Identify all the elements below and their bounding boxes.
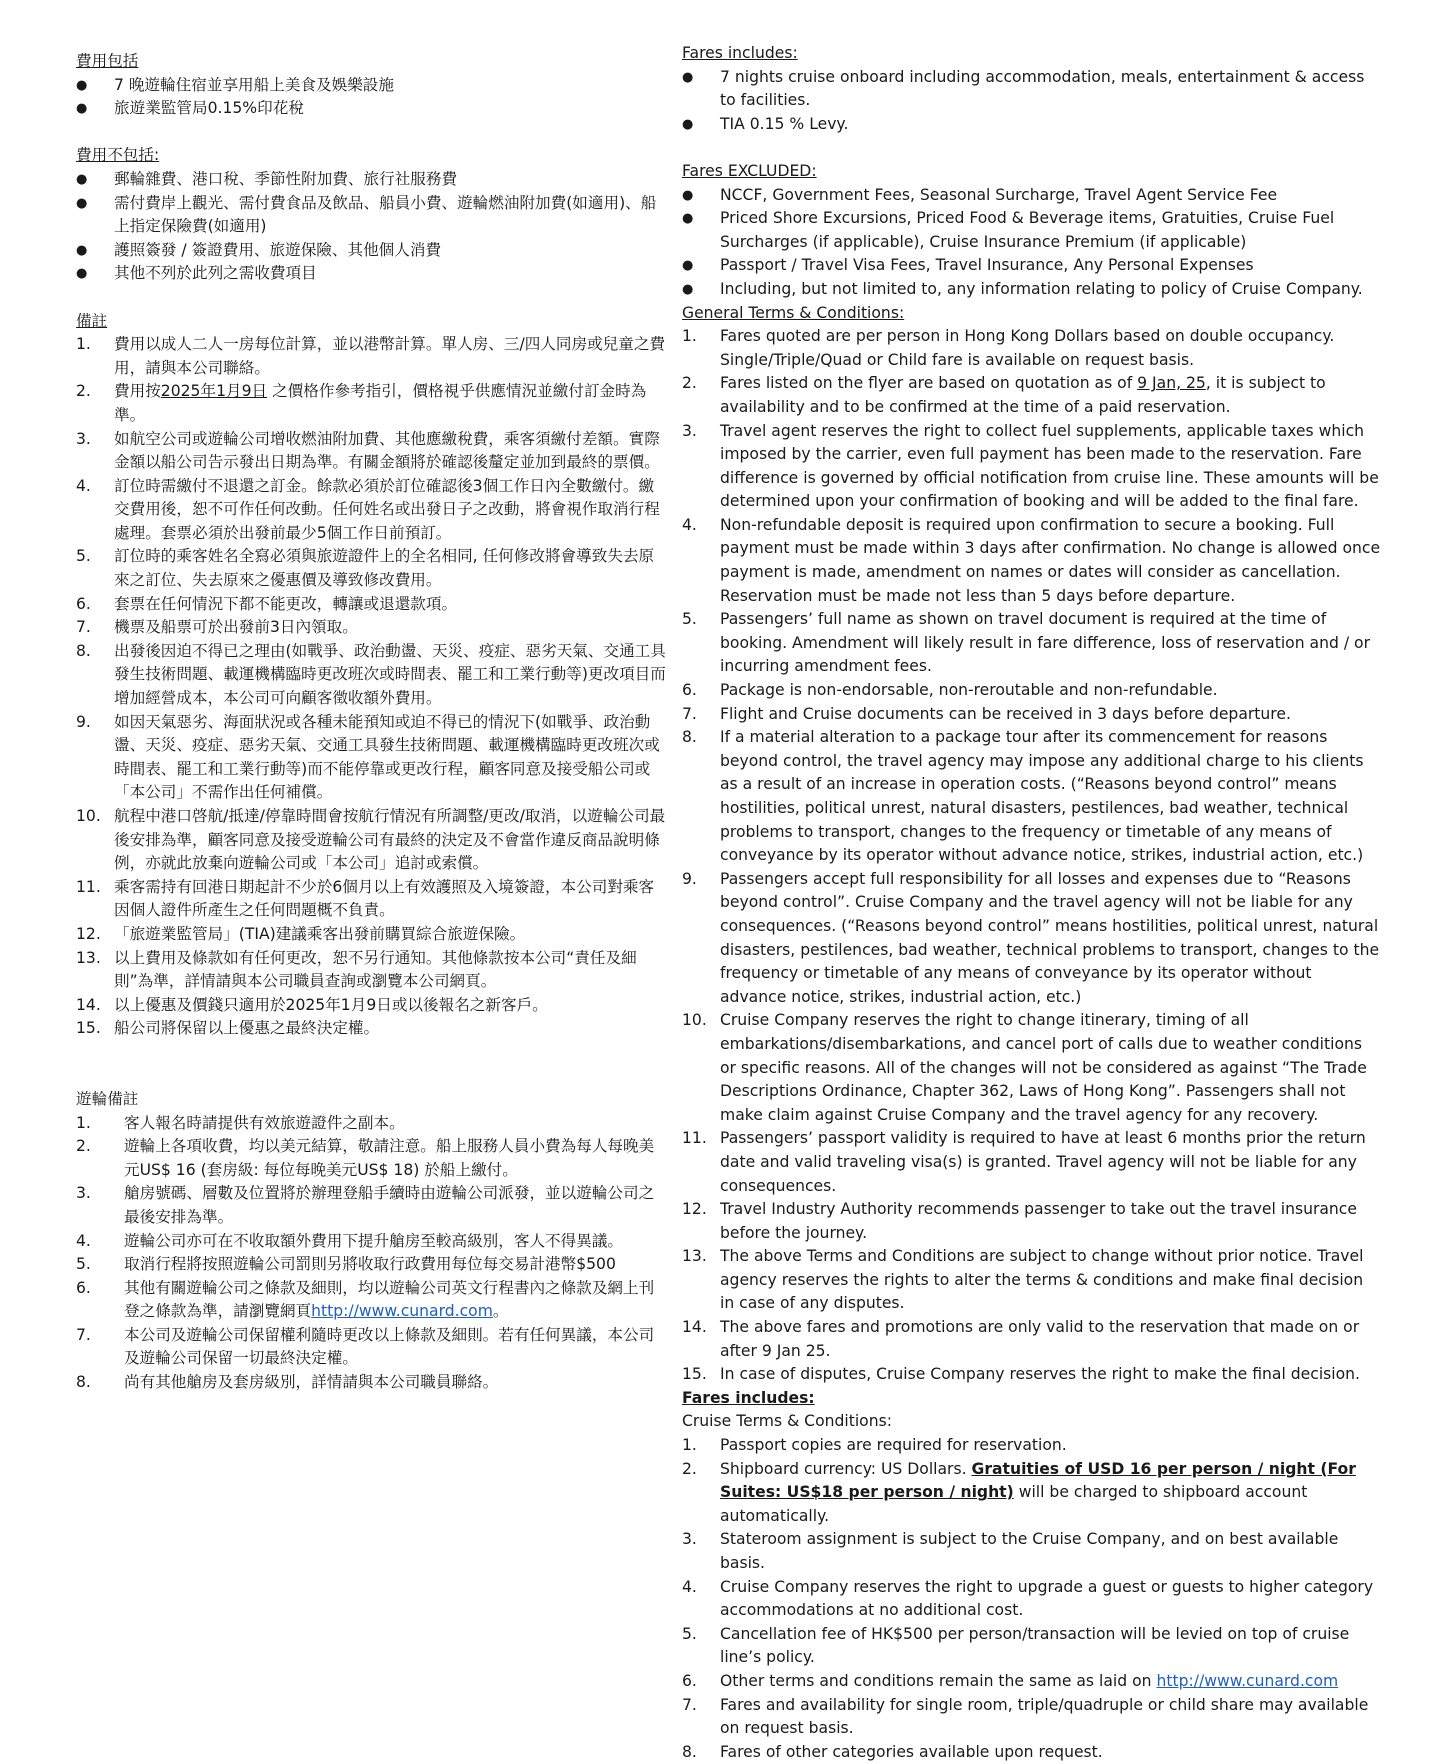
en-cruise-heading: Cruise Terms & Conditions: [682, 1412, 892, 1431]
list-item: 3. Travel agent reserves the right to collect fuel supplements, applicable taxes which imposed by the carrier, even full payment has been made to the reservation. Fare difference is governed by official notification from cruise line. These amounts will be determined upon your confirmation of booking and will be added to the final fare. [682, 421, 1379, 511]
list-item: 5. Passengers’ full name as shown on travel document is required at the time of booking. Amendment will likely result in fare difference, loss of reservation and / or incurring amendment fees. [682, 610, 1370, 676]
cunard-link[interactable]: http://www.cunard.com [311, 1302, 493, 1321]
list-item: ● 護照簽發 / 簽證費用、旅遊保險、其他個人消費 [76, 239, 666, 263]
cunard-link[interactable]: http://www.cunard.com [1156, 1671, 1339, 1690]
zh-excluded-heading: 費用不包括: [76, 146, 160, 165]
list-item: 14. 以上優惠及價錢只適用於2025年1月9日或以後報名之新客戶。 [76, 995, 548, 1014]
zh-cruise-list [76, 1112, 666, 1395]
list-item: 4. 遊輪公司亦可在不收取額外費用下提升艙房至較高級別，客人不得異議。 [76, 1231, 624, 1250]
list-item: 1. Fares quoted are per person in Hong Kong Dollars based on double occupancy. Single/Triple/Quad or Child fare is available on request basis. [682, 327, 1335, 369]
zh-included-heading: 費用包括 [76, 52, 139, 70]
en-cruise-list [682, 1434, 1382, 1764]
en-included-heading: Fares includes: [682, 44, 798, 62]
list-item: 12. Travel Industry Authority recommends passenger to take out the travel insurance before the journey. [682, 1200, 1357, 1242]
list-item: 15. In case of disputes, Cruise Company reserves the right to make the final decision. [682, 1365, 1360, 1384]
list-item: 2. Fares listed on the flyer are based on quotation as of 9 Jan, 25, it is subject to availability and to be confirmed at the time of a paid reservation. [682, 374, 1326, 416]
list-item: 8. If a material alteration to a package tour after its commencement for reasons beyond control, the travel agency may impose any additional charge to his clients as a result of an increase in operation costs. (“Reasons beyond control” means hostilities, political unrest, natural disasters, pestilences, bad weather, technical problems to transport, changes to the frequency or timetable of any means of conveyance by its operator without advance notice, strikes, industrial action, etc.) [682, 728, 1364, 865]
en-general-list [682, 325, 1382, 1387]
list-item: 7. Fares and availability for single room, triple/quadruple or child share may available on request basis. [682, 1695, 1369, 1738]
list-item: ● 旅遊業監管局0.15%印花稅 [76, 97, 666, 121]
zh-cruise-heading: 遊輪備註 [76, 1089, 139, 1108]
list-item: 1. 費用以成人二人一房每位計算，並以港幣計算。單人房、三/四人同房或兒童之費用，請與本公司聯絡。 [76, 335, 666, 377]
zh-included-list [76, 74, 666, 121]
list-item: 8. Fares of other categories available upon request. [682, 1742, 1103, 1761]
list-item: ● 7 nights cruise onboard including accommodation, meals, entertainment & access to facilities. [682, 66, 1382, 113]
list-item: 6. 套票在任何情況下都不能更改，轉讓或退還款項。 [76, 594, 458, 613]
en-fares-heading: Fares includes: [682, 1388, 815, 1407]
list-item: ● 需付費岸上觀光、需付費食品及飲品、船員小費、遊輪燃油附加費(如適用)、船上指定保險費(如適用) [76, 192, 666, 239]
list-item: 9. Passengers accept full responsibility for all losses and expenses due to “Reasons beyond control”. Cruise Company and the travel agency will not be liable for any consequences. (“Reasons beyond control” means hostilities, political unrest, natural disasters, pestilences, bad weather, technical problems to transport, changes to the frequency or timetable of any means of conveyance by its operator without advance notice, strikes, industrial action, etc.) [682, 869, 1380, 1006]
list-item: 5. 取消行程將按照遊輪公司罰則另將收取行政費用每位每交易計港幣$500 [76, 1255, 616, 1274]
list-item: 1. Passport copies are required for reservation. [682, 1436, 1067, 1455]
list-item: ● 郵輪雜費、港口稅、季節性附加費、旅行社服務費 [76, 168, 666, 192]
chinese-column [76, 50, 666, 1395]
list-item: 13. 以上費用及條款如有任何更改，恕不另行通知。其他條款按本公司“責任及細則”為準，詳情請與本公司職員查詢或瀏覽本公司網頁。 [76, 948, 637, 991]
list-item: 4. 訂位時需繳付不退還之訂金。餘款必須於訂位確認後3個工作日內全數繳付。繳交費用後，恕不可作任何改動。任何姓名或出發日子之改動，將會視作取消行程處理。套票必須於出發前最少5個工作日前預訂。 [76, 476, 660, 542]
en-excluded-heading: Fares EXCLUDED: [682, 161, 817, 180]
list-item: 5. 訂位時的乘客姓名全寫必須與旅遊證件上的全名相同, 任何修改將會導致失去原來之訂位、失去原來之優惠價及導致修改費用。 [76, 547, 655, 590]
en-included-list [682, 66, 1382, 137]
english-column [682, 42, 1382, 1764]
list-item: 15. 船公司將保留以上優惠之最終決定權。 [76, 1019, 380, 1038]
zh-notes-list [76, 333, 666, 1041]
en-general-heading: General Terms & Conditions: [682, 303, 905, 322]
gratuities-note: Gratuities of USD 16 per person / night (For Suites: US$18 per person / night) [720, 1459, 1356, 1502]
en-excluded-list [682, 184, 1382, 302]
list-item: 13. The above Terms and Conditions are subject to change without prior notice. Travel agency reserves the rights to alter the terms & conditions and make final decision in case of any disputes. [682, 1247, 1364, 1313]
list-item: 9. 如因天氣惡劣、海面狀況或各種未能預知或迫不得已的情況下(如戰爭、政治動盪、天災、疫症、惡劣天氣、交通工具發生技術問題、載運機構臨時更改班次或時間表、罷工和工業行動等)而不能停靠或更改行程，顧客同意及接受船公司或「本公司」不需作出任何補償。 [76, 712, 660, 802]
list-item: 5. Cancellation fee of HK$500 per person/transaction will be levied on top of cruise line’s policy. [682, 1624, 1350, 1667]
list-item: 7. Flight and Cruise documents can be received in 3 days before departure. [682, 704, 1291, 723]
list-item: 1. 客人報名時請提供有效旅遊證件之副本。 [76, 1113, 405, 1132]
list-item: 4. Cruise Company reserves the right to upgrade a guest or guests to higher category accommodations at no additional cost. [682, 1577, 1374, 1620]
list-item: 6. 其他有關遊輪公司之條款及細則，均以遊輪公司英文行程書內之條款及網上刊登之條款為準，請瀏覽網頁http://www.cunard.com。 [76, 1278, 655, 1321]
list-item: 10. 航程中港口啓航/抵達/停靠時間會按航行情況有所調整/更改/取消，以遊輪公司最後安排為準，顧客同意及接受遊輪公司有最終的決定及不會當作違反商品說明條例，亦就此放棄向遊輪公司或「本公司」追討或索償。 [76, 807, 666, 873]
price-date: 2025年1月9日 [160, 382, 268, 401]
list-item: 2. 遊輪上各項收費，均以美元結算，敬請注意。船上服務人員小費為每人每晚美元US$ 16 (套房級: 每位每晚美元US$ 18) 於船上繳付。 [76, 1137, 655, 1179]
list-item: ● 其他不列於此列之需收費項目 [76, 262, 666, 286]
list-item: 11. Passengers’ passport validity is required to have at least 6 months prior the return date and valid traveling visa(s) is granted. Travel agency will not be liable for any consequences. [682, 1129, 1366, 1195]
zh-excluded-list [76, 168, 666, 286]
list-item: 6. Other terms and conditions remain the same as laid on http://www.cunard.com [682, 1671, 1339, 1690]
list-item: 3. Stateroom assignment is subject to the Cruise Company, and on best available basis. [682, 1530, 1339, 1572]
list-item: 8. 尚有其他艙房及套房級別，詳情請與本公司職員聯絡。 [76, 1373, 499, 1392]
list-item: 3. 如航空公司或遊輪公司增收燃油附加費、其他應繳稅費，乘客須繳付差額。實際金額以船公司告示發出日期為準。有關金額將於確認後釐定並加到最終的票價。 [76, 429, 660, 472]
quote-date: 9 Jan, 25 [1137, 374, 1206, 393]
list-item: 11. 乘客需持有回港日期起計不少於6個月以上有效護照及入境簽證，本公司對乘客因個人證件所產生之任何問題概不負責。 [76, 877, 655, 920]
list-item: 4. Non-refundable deposit is required upon confirmation to secure a booking. Full payment must be made within 3 days after confirmation. No change is allowed once payment is made, amendment on names or dates will consider as cancellation. Reservation must be made not less than 5 days before departure. [682, 515, 1381, 605]
list-item: 6. Package is non-endorsable, non-reroutable and non-refundable. [682, 681, 1218, 700]
list-item: 10. Cruise Company reserves the right to change itinerary, timing of all embarkations/disembarkations, and cancel port of calls due to weather conditions or specific reasons. All of the changes will not be considered as against “The Trade Descriptions Ordinance, Chapter 362, Laws of Hong Kong”. Passengers shall not make claim against Cruise Company and the travel agency for any recovery. [682, 1011, 1367, 1124]
list-item: 3. 艙房號碼、層數及位置將於辦理登船手續時由遊輪公司派發，並以遊輪公司之最後安排為準。 [76, 1184, 655, 1226]
list-item: 7. 機票及船票可於出發前3日內領取。 [76, 618, 358, 637]
list-item: ● TIA 0.15 % Levy. [682, 113, 1382, 137]
list-item: 12. 「旅遊業監管局」(TIA)建議乘客出發前購買綜合旅遊保險。 [76, 924, 526, 943]
list-item: 14. The above fares and promotions are only valid to the reservation that made on or after 9 Jan 25. [682, 1318, 1360, 1360]
zh-notes-heading: 備註 [76, 311, 108, 330]
list-item: ● 7 晚遊輪住宿並享用船上美食及娛樂設施 [76, 74, 666, 98]
list-item: 2. 費用按2025年1月9日 之價格作參考指引，價格視乎供應情況並繳付訂金時為準。 [76, 382, 647, 424]
list-item: ● Including, but not limited to, any information relating to policy of Cruise Company. [682, 278, 1382, 302]
list-item: 8. 出發後因迫不得已之理由(如戰爭、政治動盪、天災、疫症、惡劣天氣、交通工具發生技術問題、載運機構臨時更改班次或時間表、罷工和工業行動等)更改項目而增加經營成本，本公司可向顧客徵收額外費用。 [76, 641, 666, 708]
list-item: ● Passport / Travel Visa Fees, Travel Insurance, Any Personal Expenses [682, 254, 1382, 278]
list-item: ● Priced Shore Excursions, Priced Food & Beverage items, Gratuities, Cruise Fuel Surcharges (if applicable), Cruise Insurance Premium (if applicable) [682, 207, 1382, 254]
list-item: ● NCCF, Government Fees, Seasonal Surcharge, Travel Agent Service Fee [682, 184, 1382, 208]
list-item: 2. Shipboard currency: US Dollars. Gratuities of USD 16 per person / night (For Suites: US$18 per person / night) will be charged to shipboard account automatically. [682, 1459, 1356, 1525]
list-item: 7. 本公司及遊輪公司保留權利隨時更改以上條款及細則。若有任何異議，本公司及遊輪公司保留一切最終決定權。 [76, 1325, 655, 1368]
